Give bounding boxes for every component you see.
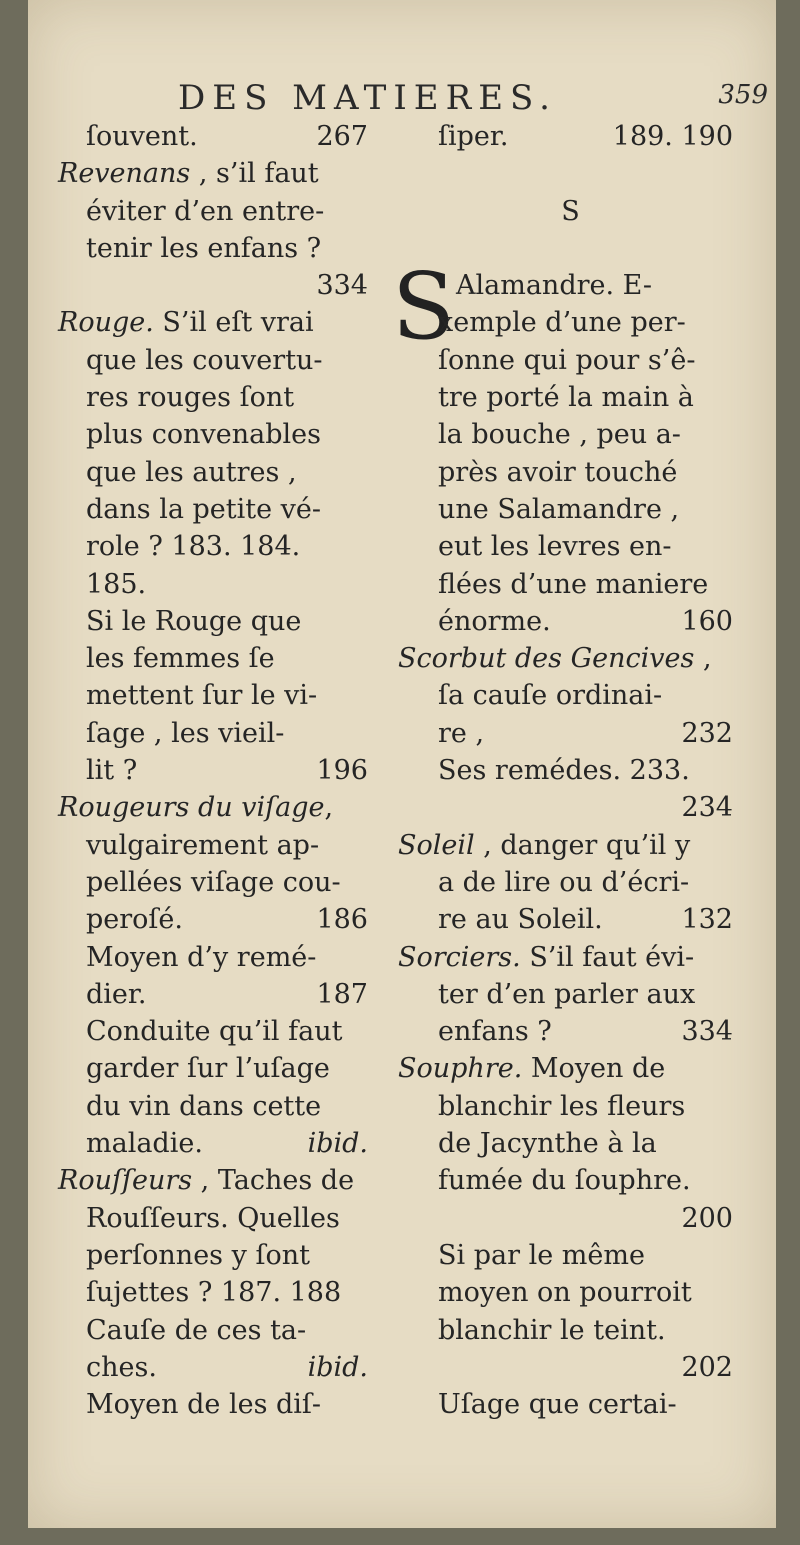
index-line-text: ſujettes ? 187. 188 [86, 1277, 342, 1309]
index-line [58, 379, 378, 416]
index-line-text: du vin dans cette [86, 1090, 322, 1122]
index-line [58, 155, 378, 192]
index-line [398, 640, 743, 677]
index-line [398, 1312, 743, 1349]
index-line [58, 752, 378, 789]
index-line-text: ſouvent. [86, 121, 198, 152]
index-line-text: lit ? [86, 755, 138, 787]
index-line-text: Si le Rouge que [86, 605, 302, 637]
index-line-text: vulgairement ap- [86, 829, 320, 861]
index-line-text: enfans ? [438, 1016, 552, 1048]
index-line-text: mettent ſur le vi- [86, 680, 318, 712]
index-line [58, 603, 378, 640]
page-number: 359 [718, 80, 768, 110]
page-reference: 187 [316, 978, 368, 1010]
index-line-text: éviter d’en entre- [86, 195, 325, 227]
index-line [58, 1349, 378, 1386]
index-line-text: Souphre. Moyen de [398, 1053, 666, 1085]
index-line [398, 416, 743, 453]
index-line [398, 491, 743, 528]
left-column [58, 118, 378, 1423]
index-line [398, 715, 743, 752]
index-line [58, 1274, 378, 1311]
index-line-text: pellées viſage cou- [86, 866, 341, 898]
index-line [398, 193, 743, 230]
index-line [58, 1200, 378, 1237]
index-line-text: Ses remédes. 233. [438, 755, 690, 787]
index-line-text: moyen on pourroit [438, 1277, 692, 1309]
index-line-text: ſage , les vieil- [86, 717, 285, 749]
index-line-text: Uſage que certai- [438, 1389, 677, 1421]
index-line-text: Moyen d’y remé- [86, 941, 317, 973]
index-line [58, 230, 378, 267]
index-line [58, 566, 378, 603]
index-line [398, 1349, 743, 1386]
index-line [58, 1386, 378, 1423]
index-line-text: énorme. [438, 605, 551, 637]
index-line [58, 677, 378, 714]
index-line-text: plus convenables [86, 419, 321, 451]
index-line [398, 1200, 743, 1237]
book-page [28, 0, 776, 1528]
index-line-text: xemple d’une per- [438, 307, 686, 339]
index-line [58, 528, 378, 565]
index-line-text: Rouſſeurs , Taches de [58, 1165, 355, 1197]
index-line-text: que les autres , [86, 456, 297, 488]
index-line [398, 1013, 743, 1050]
index-line [398, 155, 743, 192]
index-line-text: tre porté la main à [438, 382, 694, 414]
header-title: DES MATIERES. [178, 78, 557, 118]
index-line-text: garder ſur l’uſage [86, 1053, 330, 1085]
index-line [398, 603, 743, 640]
index-line [398, 342, 743, 379]
index-line [398, 1237, 743, 1274]
drop-cap: S [392, 253, 456, 361]
index-line [398, 1088, 743, 1125]
index-line [398, 1274, 743, 1311]
index-line-text: 185. [86, 568, 147, 600]
page-reference: 202 [681, 1351, 733, 1383]
index-line [58, 267, 378, 304]
index-line [58, 789, 378, 826]
index-line-text: re , [438, 717, 485, 749]
page-reference: 234 [681, 792, 733, 824]
page-reference: 200 [681, 1202, 733, 1234]
index-line [58, 864, 378, 901]
index-line-text: ſiper. [438, 121, 509, 152]
page-reference: ibid. [307, 1351, 368, 1383]
index-line [398, 752, 743, 789]
index-line [58, 976, 378, 1013]
page-reference: 334 [681, 1016, 733, 1048]
index-line-text: ſonne qui pour s’ê- [438, 344, 696, 376]
index-line-text: ches. [86, 1351, 157, 1383]
index-line-text: Moyen de les diſ- [86, 1389, 322, 1421]
page-reference: 267 [316, 121, 368, 152]
index-line [58, 1162, 378, 1199]
index-line-text: a de lire ou d’écri- [438, 866, 690, 898]
index-line-text: maladie. [86, 1128, 203, 1160]
index-line-text: Alamandre. E- [456, 270, 652, 302]
index-line-text: Revenans , s’il faut [58, 158, 319, 190]
index-line [398, 118, 743, 155]
index-line [398, 454, 743, 491]
index-line [58, 454, 378, 491]
index-line-text: re au Soleil. [438, 904, 603, 936]
index-line [58, 1050, 378, 1087]
index-line-text: Cauſe de ces ta- [86, 1314, 307, 1346]
index-line [58, 1312, 378, 1349]
page-reference: 334 [316, 270, 368, 302]
index-line [58, 118, 378, 155]
index-line [398, 939, 743, 976]
index-line [398, 789, 743, 826]
index-line [398, 528, 743, 565]
index-line [58, 1088, 378, 1125]
index-line [398, 1050, 743, 1087]
index-line [398, 304, 743, 341]
index-line-text: de Jacynthe à la [438, 1128, 657, 1160]
index-line-text: dans la petite vé- [86, 493, 322, 525]
index-line-text: ſa cauſe ordinai- [438, 680, 663, 712]
index-line-text: Rouſſeurs. Quelles [86, 1202, 340, 1234]
index-line [398, 976, 743, 1013]
index-line-text: perſonnes y ſont [86, 1239, 310, 1271]
index-line-text: près avoir touché [438, 456, 678, 488]
index-line [58, 1125, 378, 1162]
index-line-text: Rouge. S’il eſt vrai [58, 307, 314, 339]
index-line [58, 1013, 378, 1050]
index-line-text: Rougeurs du viſage, [58, 792, 334, 824]
index-line-text: ter d’en parler aux [438, 978, 696, 1010]
index-line [398, 566, 743, 603]
index-line-text: Soleil , danger qu’il y [398, 829, 691, 861]
index-line [398, 901, 743, 938]
index-line-text: une Salamandre , [438, 493, 680, 525]
page-reference: 232 [681, 717, 733, 749]
index-line [58, 901, 378, 938]
index-line-text: S [561, 195, 580, 227]
index-line [58, 715, 378, 752]
index-line-text: les femmes ſe [86, 643, 275, 675]
index-line [58, 1237, 378, 1274]
index-line-text: role ? 183. 184. [86, 531, 301, 563]
index-line-text: dier. [86, 978, 147, 1010]
index-line-text: la bouche , peu a- [438, 419, 681, 451]
index-line [398, 677, 743, 714]
page-reference: 132 [681, 904, 733, 936]
index-line [58, 640, 378, 677]
page-reference: 196 [316, 755, 368, 787]
index-line-text: peroſé. [86, 904, 183, 936]
index-line-text: flées d’une maniere [438, 568, 709, 600]
index-line [58, 491, 378, 528]
index-line [398, 1386, 743, 1423]
index-line-text: blanchir le teint. [438, 1314, 666, 1346]
index-line-text: blanchir les fleurs [438, 1090, 686, 1122]
page-reference: 189. 190 [612, 121, 733, 152]
index-line [398, 1162, 743, 1199]
index-line [58, 827, 378, 864]
index-line [58, 416, 378, 453]
index-line [58, 342, 378, 379]
index-line-text: tenir les enfans ? [86, 232, 322, 264]
index-line-text: que les couvertu- [86, 344, 323, 376]
index-line-text: Scorbut des Gencives , [398, 643, 712, 675]
index-line-text: Si par le même [438, 1239, 645, 1271]
page-reference: 160 [681, 605, 733, 637]
index-line [398, 379, 743, 416]
page-reference: 186 [316, 904, 368, 936]
index-line-text: Conduite qu’il faut [86, 1016, 343, 1048]
index-line-text: Sorciers. S’il faut évi- [398, 941, 695, 973]
index-line [398, 827, 743, 864]
index-line-text: res rouges ſont [86, 382, 295, 414]
index-line [398, 1125, 743, 1162]
index-line [58, 939, 378, 976]
page-reference: ibid. [307, 1128, 368, 1160]
right-column [392, 118, 743, 1423]
index-line [58, 304, 378, 341]
index-line [398, 864, 743, 901]
page-header [178, 78, 778, 118]
index-line-text: fumée du ſouphre. [438, 1165, 691, 1197]
index-line [58, 193, 378, 230]
index-line-text: eut les levres en- [438, 531, 672, 563]
